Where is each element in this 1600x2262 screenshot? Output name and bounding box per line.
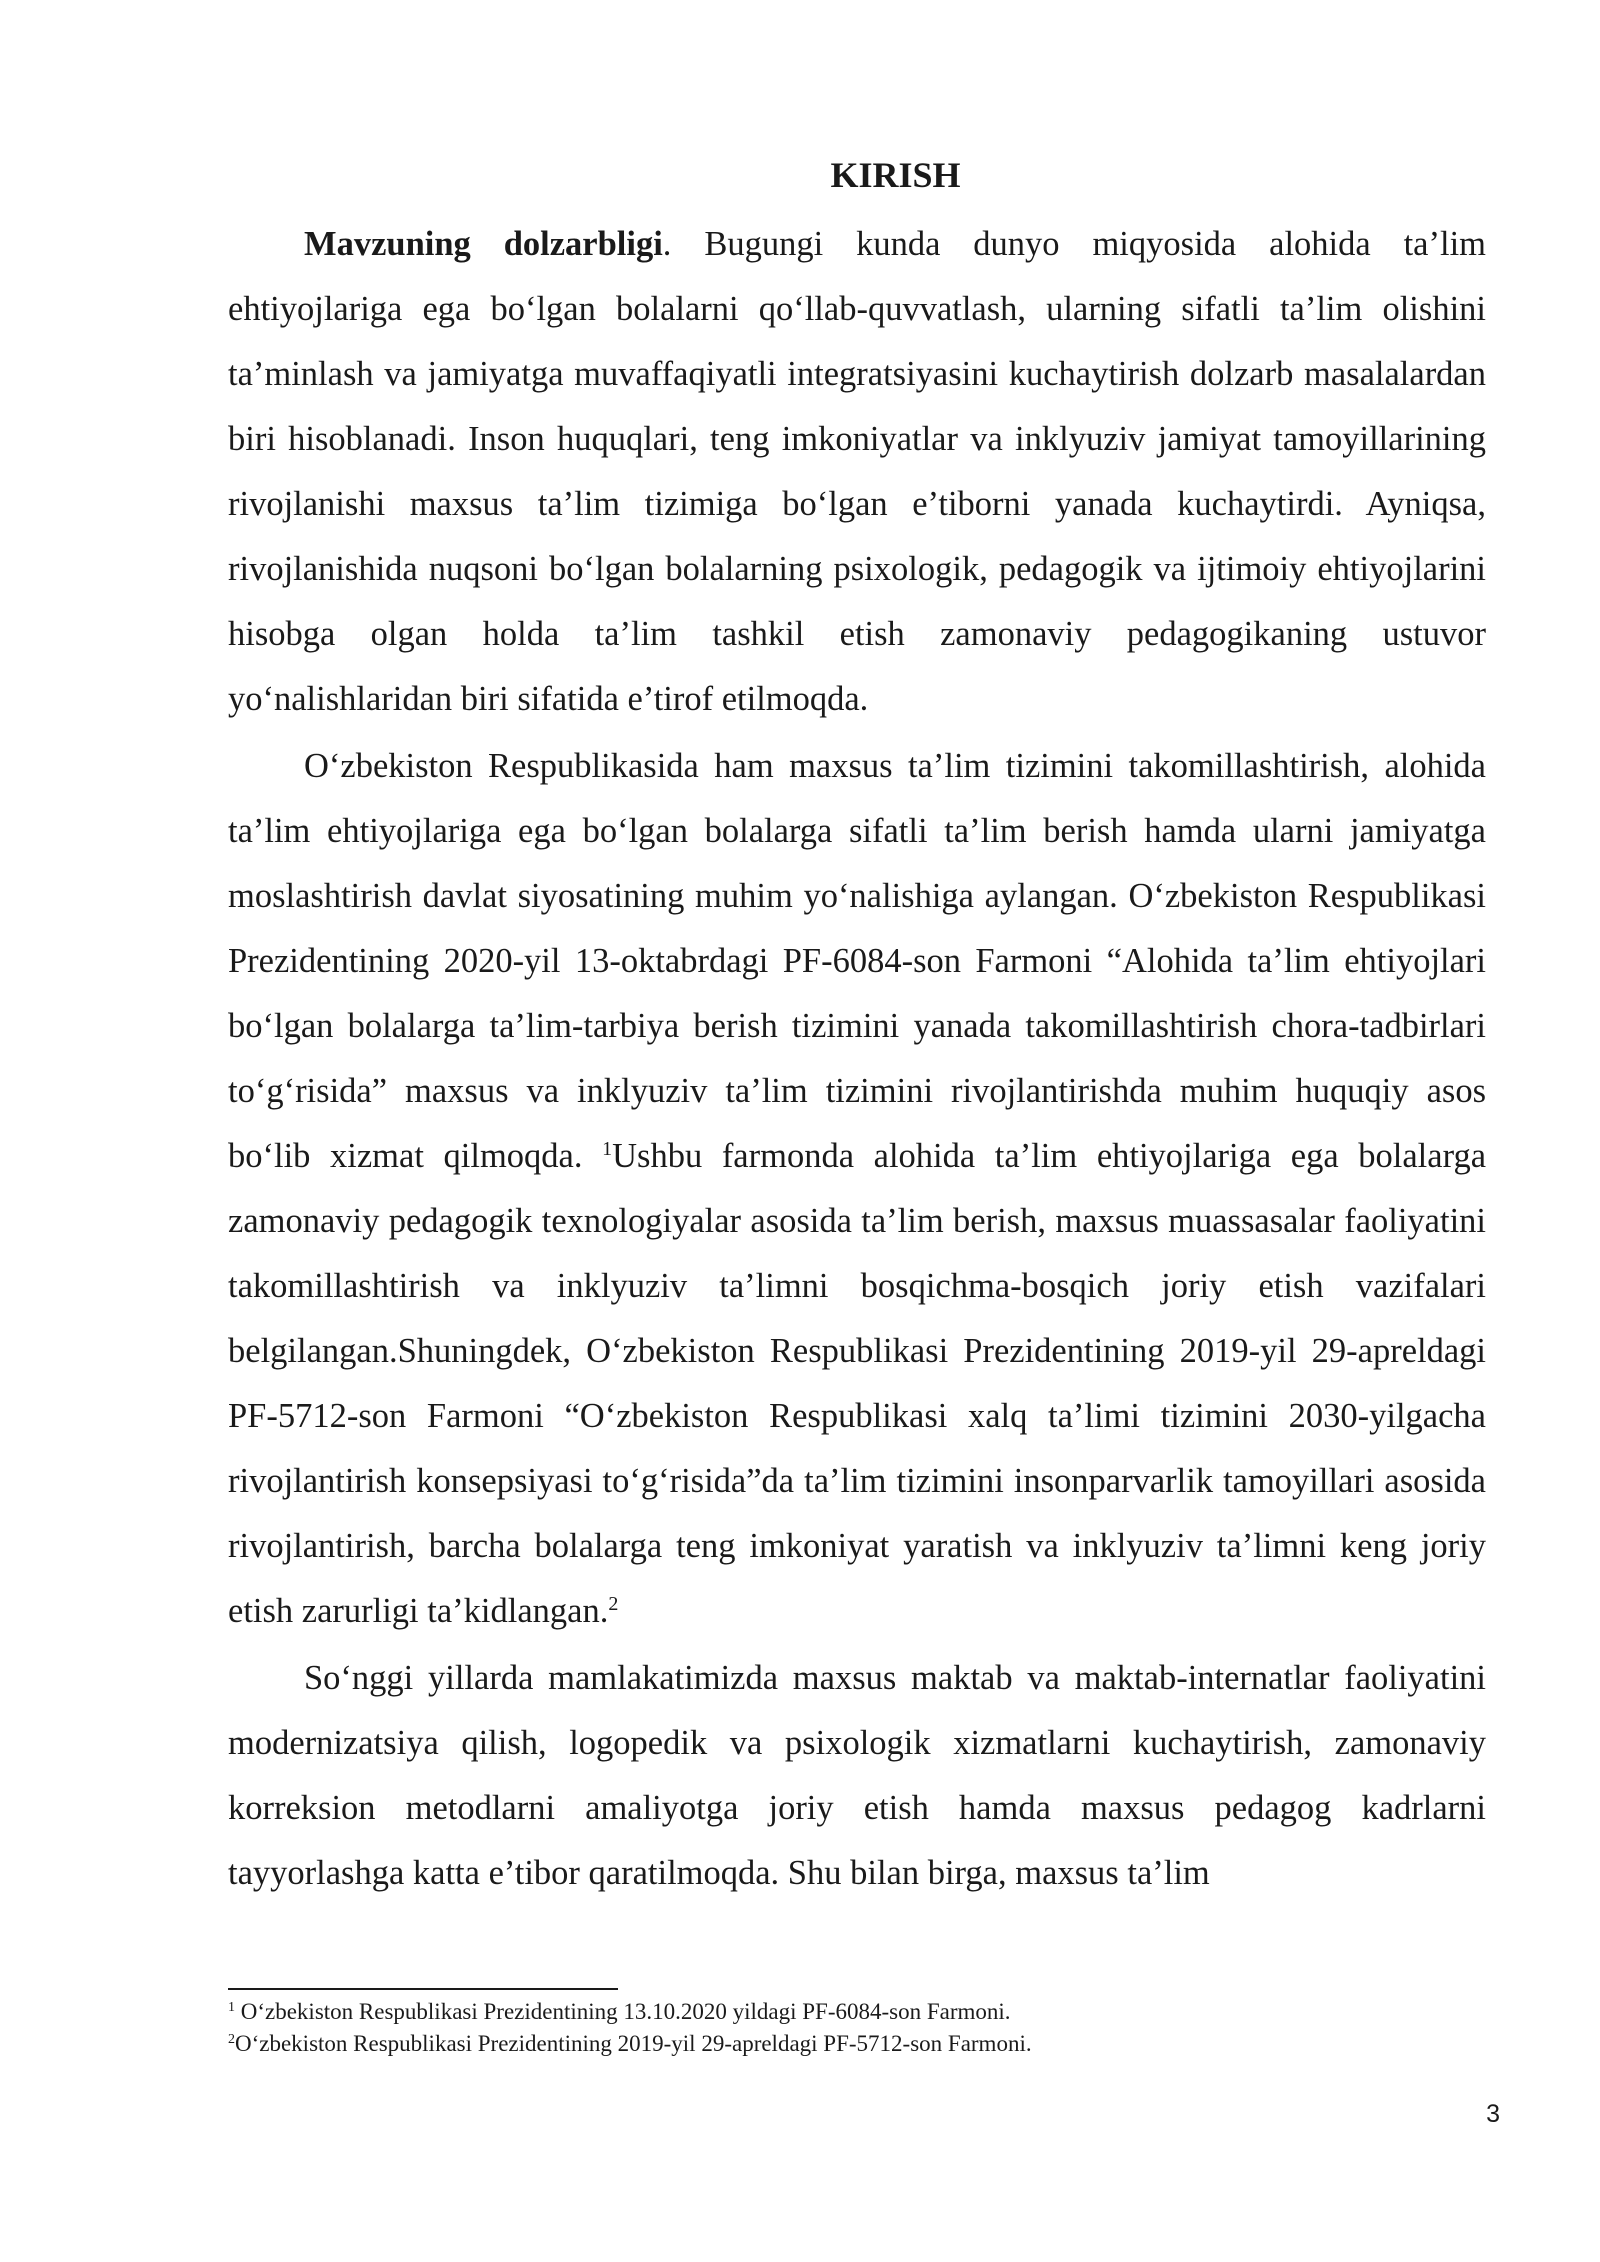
paragraph-text: O‘zbekiston Respublikasida ham maxsus ta’lim tizimini takomillashtirish, alohida ta’lim ehtiyojlariga ega bo‘lgan bolalarga sifatli ta’lim berish hamda ularni jamiyatga moslashtirish davlat siyosatining muhim yo‘nalishiga aylangan. O‘zbekiston Respublikasi Prezidentining 2020-yil 13-oktabrdagi PF-6084-son Farmoni “Alohida ta’lim ehtiyojlari bo‘lgan bolalarga ta’lim-tarbiya berish tizimini yanada takomillashtirish chora-tadbirlari to‘g‘risida” maxsus va inklyuziv ta’lim tizimini rivojlantirishda muhim huquqiy asos bo‘lib xizmat qilmoqda. bbox=[228, 747, 1486, 1175]
paragraph-recent-years bbox=[228, 1646, 1486, 1906]
footnote-2 bbox=[228, 2028, 1486, 2060]
body-text bbox=[228, 212, 1486, 1908]
footnote-reference-1: 1 bbox=[602, 1138, 613, 1160]
footnote-text: O‘zbekiston Respublikasi Prezidentining 2019-yil 29-apreldagi PF-5712-son Farmoni. bbox=[235, 2031, 1032, 2056]
footnote-1 bbox=[228, 1996, 1486, 2028]
paragraph-text: So‘nggi yillarda mamlakatimizda maxsus maktab va maktab-internatlar faoliyatini modernizatsiya qilish, logopedik va psixologik xizmatlarni kuchaytirish, zamonaviy korreksion metodlarni amaliyotga joriy etish hamda maxsus pedagog kadrlarni tayyorlashga katta e’tibor qaratilmoqda. Shu bilan birga, maxsus ta’lim bbox=[228, 1659, 1486, 1892]
footnote-mark: 1 bbox=[228, 2000, 235, 2015]
paragraph-legislation bbox=[228, 734, 1486, 1644]
paragraph-relevance bbox=[228, 212, 1486, 732]
footnote-text: O‘zbekiston Respublikasi Prezidentining 13.10.2020 yildagi PF-6084-son Farmoni. bbox=[235, 1999, 1011, 2024]
footnote-mark: 2 bbox=[228, 2032, 235, 2047]
footnote-reference-2: 2 bbox=[608, 1593, 619, 1615]
paragraph-lead: Mavzuning dolzarbligi bbox=[304, 225, 663, 263]
paragraph-text: Ushbu farmonda alohida ta’lim ehtiyojlariga ega bolalarga zamonaviy pedagogik texnologiyalar asosida ta’lim berish, maxsus muassasalar faoliyatini takomillashtirish va inklyuziv ta’limni bosqichma-bosqich joriy etish vazifalari belgilangan.Shuningdek, O‘zbekiston Respublikasi Prezidentining 2019-yil 29-apreldagi PF-5712-son Farmoni “O‘zbekiston Respublikasi xalq ta’limi tizimini 2030-yilgacha rivojlantirish konsepsiyasi to‘g‘risida”da ta’lim tizimini insonparvarlik tamoyillari asosida rivojlantirish, barcha bolalarga teng imkoniyat yaratish va inklyuziv ta’limni keng joriy etish zarurligi ta’kidlangan. bbox=[228, 1137, 1487, 1630]
page-number: 3 bbox=[1486, 2100, 1500, 2128]
footnotes bbox=[228, 1996, 1486, 2060]
page-heading: KIRISH bbox=[830, 155, 961, 195]
footnote-divider bbox=[228, 1988, 618, 1990]
paragraph-text: . Bugungi kunda dunyo miqyosida alohida ta’lim ehtiyojlariga ega bo‘lgan bolalarni qo‘llab-quvvatlash, ularning sifatli ta’lim olishini ta’minlash va jamiyatga muvaffaqiyatli integratsiyasini kuchaytirish dolzarb masalalardan biri hisoblanadi. Inson huquqlari, teng imkoniyatlar va inklyuziv jamiyat tamoyillarining rivojlanishi maxsus ta’lim tizimiga bo‘lgan e’tiborni yanada kuchaytirdi. Ayniqsa, rivojlanishida nuqsoni bo‘lgan bolalarning psixologik, pedagogik va ijtimoiy ehtiyojlarini hisobga olgan holda ta’lim tashkil etish zamonaviy pedagogikaning ustuvor yo‘nalishlaridan biri sifatida e’tirof etilmoqda. bbox=[228, 225, 1486, 718]
